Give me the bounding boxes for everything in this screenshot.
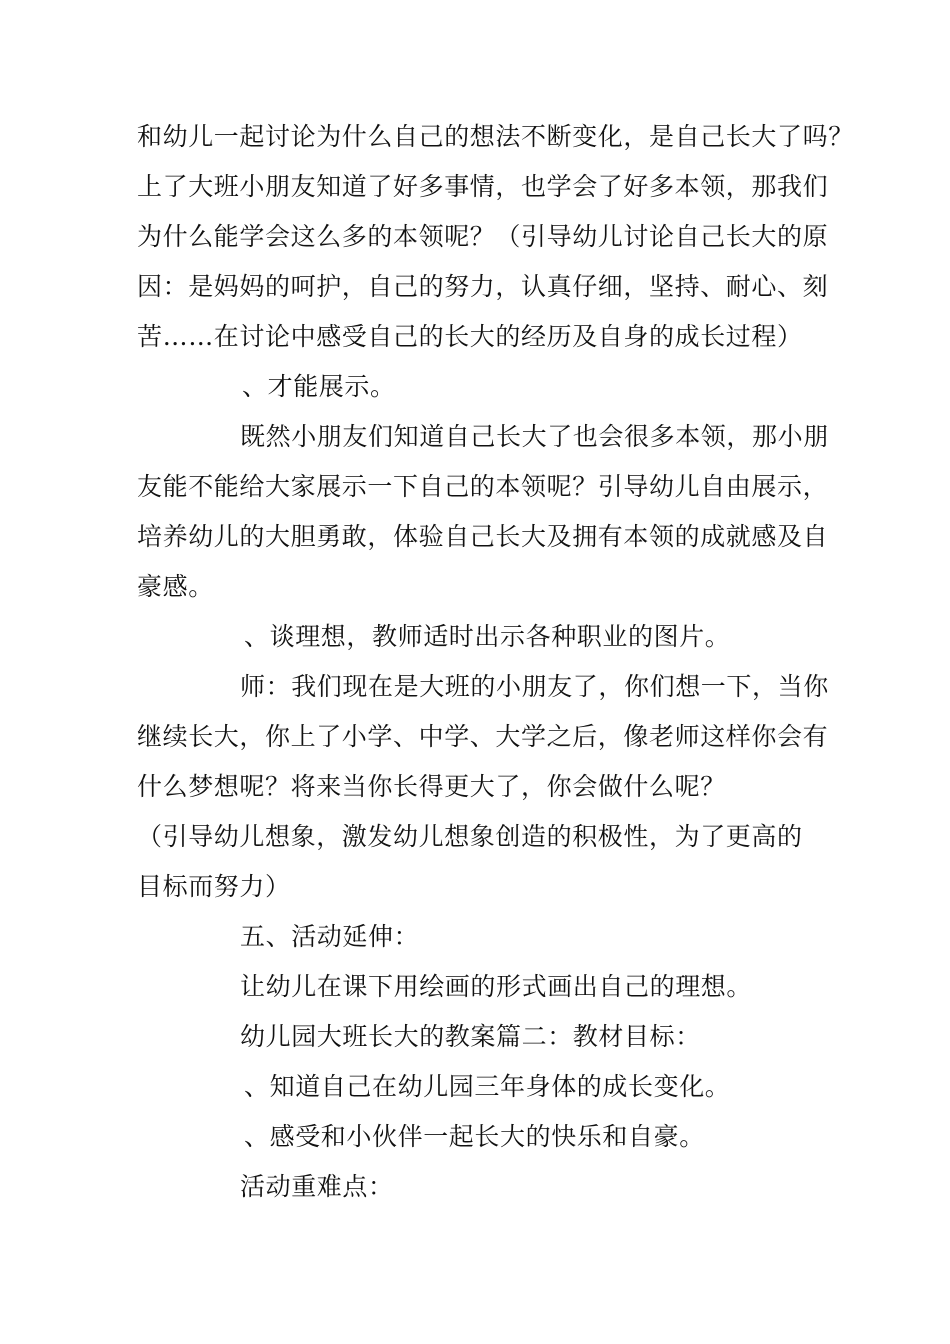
paragraph-line: 培养幼儿的大胆勇敢，体验自己长大及拥有本领的成就感及自: [137, 522, 829, 551]
paragraph-line: 师：我们现在是大班的小朋友了，你们想一下，当你: [240, 672, 829, 701]
section-heading: 活动重难点：: [240, 1172, 394, 1201]
paragraph-line: 苦……在讨论中感受自己的长大的经历及自身的成长过程）: [137, 322, 803, 351]
section-heading: 、才能展示。: [242, 372, 396, 401]
paragraph-line: 豪感。: [137, 572, 214, 601]
section-heading: 、谈理想，教师适时出示各种职业的图片。: [244, 622, 731, 651]
paragraph-line: （引导幼儿想象，激发幼儿想象创造的积极性，为了更高的: [137, 822, 803, 851]
paragraph-line: 因：是妈妈的呵护，自己的努力，认真仔细，坚持、耐心、刻: [137, 272, 829, 301]
section-heading: 五、活动延伸：: [240, 922, 420, 951]
paragraph-line: 既然小朋友们知道自己长大了也会很多本领，那小朋: [240, 422, 829, 451]
paragraph-line: 什么梦想呢？将来当你长得更大了，你会做什么呢？: [137, 772, 726, 801]
paragraph-line: 目标而努力）: [137, 872, 291, 901]
paragraph-line: 和幼儿一起讨论为什么自己的想法不断变化，是自己长大了吗？: [137, 122, 854, 151]
list-item: 、知道自己在幼儿园三年身体的成长变化。: [244, 1072, 731, 1101]
paragraph-line: 友能不能给大家展示一下自己的本领呢？引导幼儿自由展示，: [137, 472, 829, 501]
paragraph-line: 让幼儿在课下用绘画的形式画出自己的理想。: [240, 972, 753, 1001]
paragraph-line: 继续长大，你上了小学、中学、大学之后，像老师这样你会有: [137, 722, 829, 751]
paragraph-line: 上了大班小朋友知道了好多事情，也学会了好多本领，那我们: [137, 172, 829, 201]
paragraph-line: 为什么能学会这么多的本领呢？（引导幼儿讨论自己长大的原: [137, 222, 829, 251]
list-item: 、感受和小伙伴一起长大的快乐和自豪。: [244, 1122, 705, 1151]
section-heading: 幼儿园大班长大的教案篇二：教材目标：: [240, 1022, 701, 1051]
